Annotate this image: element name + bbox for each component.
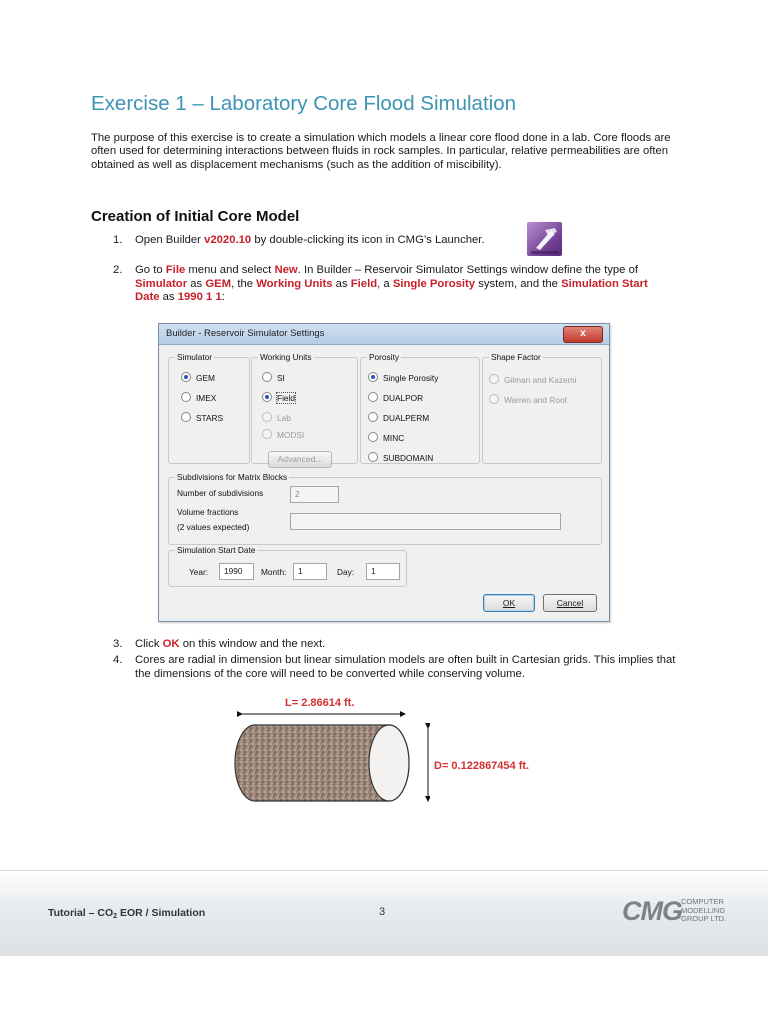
step-number: 3. (113, 638, 123, 650)
builder-icon (527, 222, 562, 256)
subdivisions-group-label: Subdivisions for Matrix Blocks (177, 472, 288, 482)
radio-dualpor[interactable]: DUALPOR (368, 392, 423, 403)
simulator-group-label: Simulator (177, 352, 213, 362)
month-label: Month: (261, 567, 287, 577)
day-input[interactable]: 1 (366, 563, 400, 580)
core-diameter-label: D= 0.122867454 ft. (434, 760, 530, 772)
radio-icon (489, 374, 499, 384)
dialog-title: Builder - Reservoir Simulator Settings (166, 328, 325, 339)
step-1 (113, 234, 713, 248)
shape-factor-group (482, 352, 602, 464)
core-length-label: L= 2.86614 ft. (285, 697, 355, 709)
radio-stars[interactable]: STARS (181, 412, 223, 423)
radio-selected-icon (368, 372, 378, 382)
working-units-group-label: Working Units (260, 352, 312, 362)
step-number: 2. (113, 264, 123, 276)
step-text: Open Builder v2020.10 by double-clicking its icon in CMG’s Launcher. (135, 234, 485, 246)
radio-single-porosity[interactable]: Single Porosity (368, 372, 438, 383)
radio-dualperm[interactable]: DUALPERM (368, 412, 429, 423)
radio-field[interactable]: Field (262, 392, 295, 403)
dialog-body (161, 345, 607, 619)
radio-selected-icon (262, 392, 272, 402)
section-heading: Creation of Initial Core Model (91, 208, 300, 225)
core-end-face (369, 725, 409, 801)
step-4 (113, 654, 713, 682)
footer-tutorial-title: Tutorial – CO2 EOR / Simulation (48, 907, 206, 920)
volume-fractions-hint: (2 values expected) (177, 522, 250, 532)
num-subdivisions-label: Number of subdivisions (177, 488, 264, 498)
cancel-button[interactable]: Cancel (543, 594, 597, 612)
radio-gilman-kazemi[interactable]: Gilman and Kazemi (489, 374, 576, 385)
radio-selected-icon (181, 372, 191, 382)
cmg-logo-mark: CMG (622, 896, 682, 926)
dialog-title-bar (159, 324, 609, 345)
close-button[interactable]: x (563, 326, 603, 343)
radio-icon (262, 429, 272, 439)
radio-icon (181, 412, 191, 422)
page-title: Exercise 1 – Laboratory Core Flood Simulation (91, 92, 517, 115)
start-date-group-label: Simulation Start Date (177, 545, 256, 555)
radio-imex[interactable]: IMEX (181, 392, 216, 403)
working-units-group (251, 352, 358, 464)
num-subdivisions-input[interactable]: 2 (290, 486, 339, 503)
day-label: Day: (337, 567, 355, 577)
simulator-settings-dialog (158, 323, 610, 622)
simulator-group (168, 352, 250, 464)
radio-icon (368, 452, 378, 462)
radio-icon (489, 394, 499, 404)
radio-modsi[interactable]: MODSI (262, 429, 304, 440)
radio-icon (368, 432, 378, 442)
core-cylinder-diagram (225, 705, 430, 805)
year-input[interactable]: 1990 (219, 563, 254, 580)
advanced-button[interactable]: Advanced... (268, 451, 332, 468)
volume-fractions-input[interactable] (290, 513, 561, 530)
radio-icon (368, 412, 378, 422)
radio-icon (368, 392, 378, 402)
step-3 (113, 638, 713, 652)
page-number: 3 (379, 906, 386, 918)
step-number: 1. (113, 234, 123, 246)
step-2 (113, 264, 713, 306)
volume-fractions-label: Volume fractions (177, 507, 239, 517)
radio-icon (262, 412, 272, 422)
intro-paragraph: The purpose of this exercise is to create a simulation which models a linear core flood done in a lab. Core floods are often used for determining interactions between fluids in rock samples. In particular, relative permeabilities are often obtained as well as displacement mechanisms (such as the addition of miscibility). (91, 132, 671, 171)
radio-subdomain[interactable]: SUBDOMAIN (368, 452, 433, 463)
porosity-group (360, 352, 480, 464)
radio-gem[interactable]: GEM (181, 372, 215, 383)
subdivisions-group (168, 472, 602, 545)
radio-icon (262, 372, 272, 382)
ok-button[interactable]: OK (483, 594, 535, 612)
month-input[interactable]: 1 (293, 563, 327, 580)
radio-minc[interactable]: MINC (368, 432, 404, 443)
start-date-group (168, 545, 407, 587)
radio-si[interactable]: SI (262, 372, 285, 383)
porosity-group-label: Porosity (369, 352, 399, 362)
step-text: Cores are radial in dimension but linear simulation models are often built in Cartesian grids. This implies that the dimensions of the core will need to be converted while conserving volume. (135, 654, 676, 680)
radio-lab[interactable]: Lab (262, 412, 291, 423)
step-text: Click OK on this window and the next. (135, 638, 326, 650)
radio-icon (181, 392, 191, 402)
radio-warren-root[interactable]: Warren and Root (489, 394, 567, 405)
cmg-logo-text: COMPUTER MODELLING GROUP LTD. (681, 897, 727, 923)
step-text: Go to File menu and select New. In Builder – Reservoir Simulator Settings window define the type of Simulator as GEM, the Working Units as Field, a Single Porosity system, and the Simulation Start Date as 1990 1 1: (135, 264, 648, 303)
year-label: Year: (189, 567, 209, 577)
step-number: 4. (113, 654, 123, 666)
shape-factor-group-label: Shape Factor (491, 352, 541, 362)
